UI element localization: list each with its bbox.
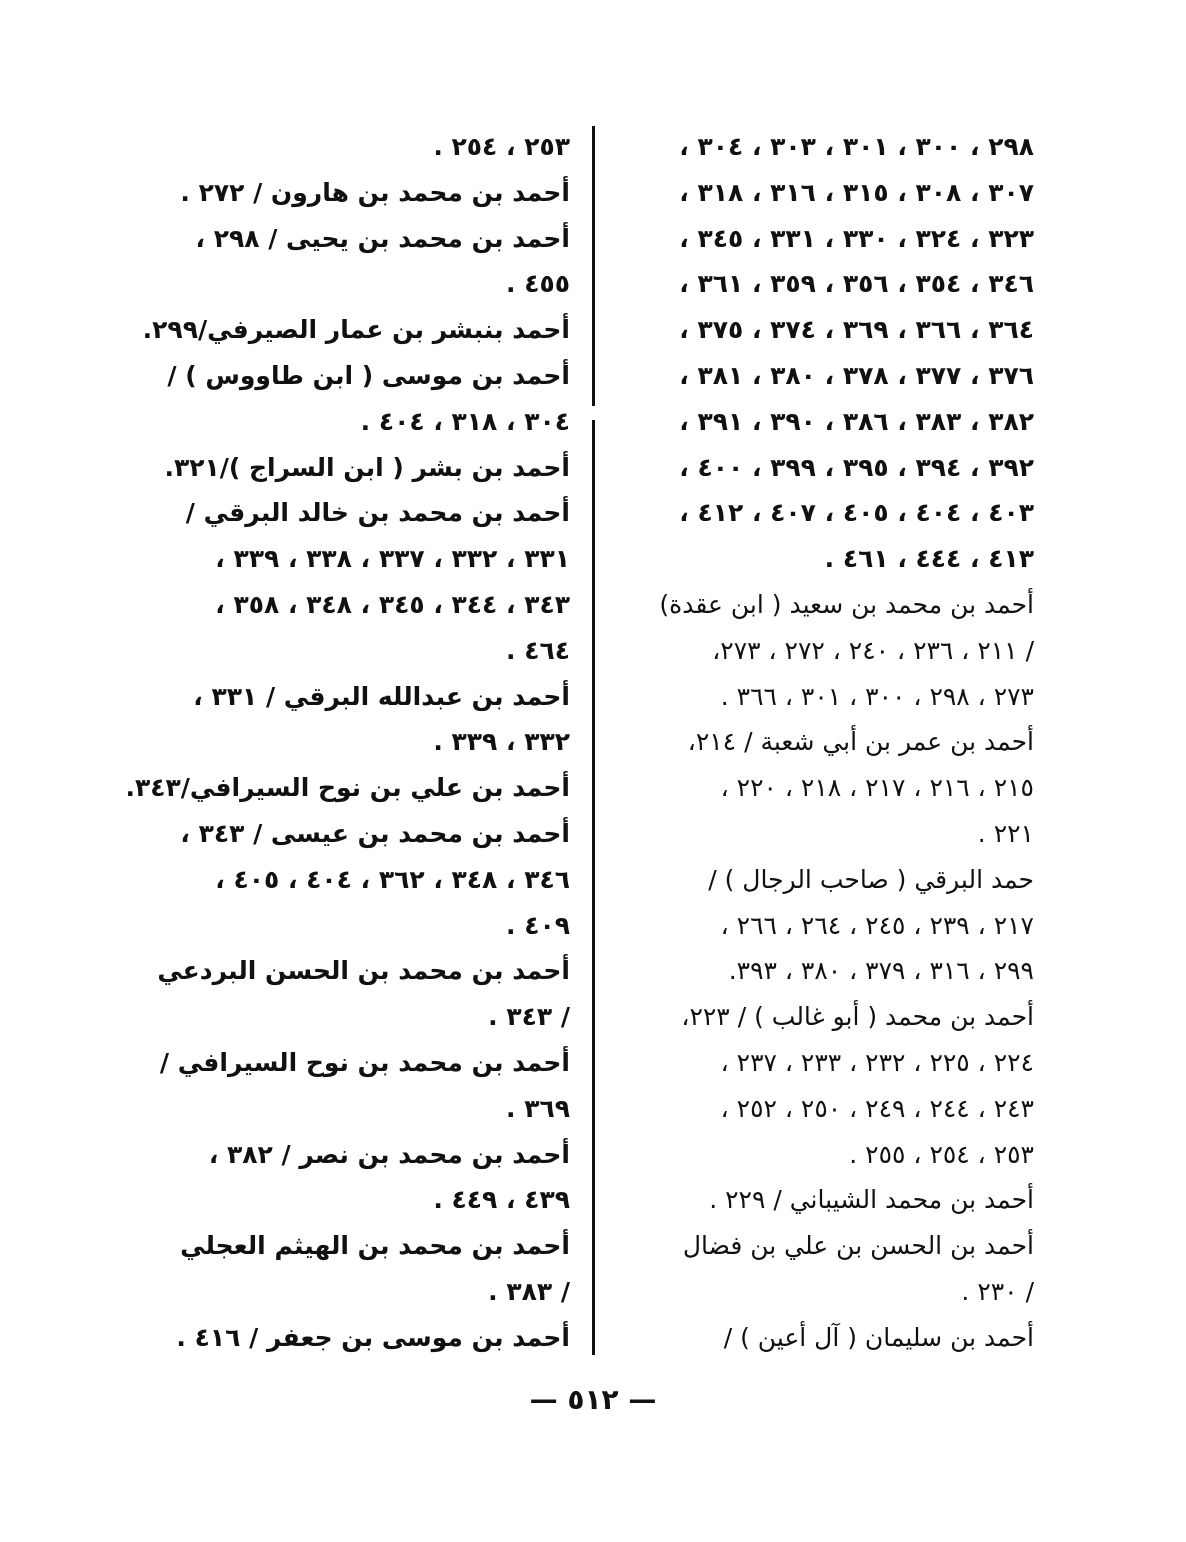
index-entry-heading: أحمد بن عمر بن أبي شعبة / ٢١٤، [687, 727, 1034, 757]
index-line: ٢٤٣ ، ٢٤٤ ، ٢٤٩ ، ٢٥٠ ، ٢٥٢ ، [720, 1093, 1034, 1123]
index-line: ٤٠٩ . [506, 910, 570, 940]
index-entry-heading: أحمد بن الحسن بن علي بن فضال [682, 1231, 1034, 1261]
index-line: ٤٥٥ . [506, 269, 570, 299]
index-entry-heading: أحمد بن سليمان ( آل أعين ) / [723, 1322, 1034, 1352]
right-column [610, 124, 1034, 1361]
index-line: ٢٧٣ ، ٢٩٨ ، ٣٠٠ ، ٣٠١ ، ٣٦٦ . [720, 681, 1034, 711]
index-entry-heading: أحمد بن محمد بن الهيثم العجلي [180, 1231, 570, 1261]
index-entry-heading: أحمد بن محمد ( أبو غالب ) / ٢٢٣، [681, 1002, 1034, 1032]
index-line: / ٣٨٣ . [488, 1276, 570, 1306]
index-entry-heading: أحمد بن محمد بن يحيى / ٢٩٨ ، [195, 223, 570, 253]
page-number: — ٥١٢ — [529, 1383, 657, 1416]
index-line: ٣٦٤ ، ٣٦٦ ، ٣٦٩ ، ٣٧٤ ، ٣٧٥ ، [679, 315, 1034, 345]
column-divider [592, 126, 595, 406]
index-line: ٢١٧ ، ٢٣٩ ، ٢٤٥ ، ٢٦٤ ، ٢٦٦ ، [720, 910, 1034, 940]
index-entry-heading: أحمد بن علي بن نوح السيرافي/٣٤٣. [125, 773, 570, 803]
index-line: ٣٩٢ ، ٣٩٤ ، ٣٩٥ ، ٣٩٩ ، ٤٠٠ ، [679, 452, 1034, 482]
left-column [125, 124, 570, 1361]
index-line: ٤٣٩ ، ٤٤٩ . [433, 1185, 570, 1215]
index-line: ٤٦٤ . [506, 635, 570, 665]
index-line: / ٣٤٣ . [488, 1002, 570, 1032]
index-entry-heading: حمد البرقي ( صاحب الرجال ) / [708, 864, 1034, 894]
index-entry-heading: أحمد بن محمد بن خالد البرقي / [185, 498, 570, 528]
index-line: ٢٢٤ ، ٢٢٥ ، ٢٣٢ ، ٢٣٣ ، ٢٣٧ ، [720, 1047, 1034, 1077]
index-entry-heading: أحمد بن محمد بن نصر / ٣٨٢ ، [208, 1139, 570, 1169]
index-entry-heading: أحمد بن عبدالله البرقي / ٣٣١ ، [193, 681, 570, 711]
index-line: ٣٦٩ . [506, 1093, 570, 1123]
index-line: ٤٠٣ ، ٤٠٤ ، ٤٠٥ ، ٤٠٧ ، ٤١٢ ، [679, 498, 1034, 528]
index-entry-heading: أحمد بنبشر بن عمار الصيرفي/٢٩٩. [142, 315, 570, 345]
index-line: / ٢١١ ، ٢٣٦ ، ٢٤٠ ، ٢٧٢ ، ٢٧٣، [712, 635, 1034, 665]
index-line: ٢٩٨ ، ٣٠٠ ، ٣٠١ ، ٣٠٣ ، ٣٠٤ ، [679, 132, 1034, 161]
index-line: ٣٠٧ ، ٣٠٨ ، ٣١٥ ، ٣١٦ ، ٣١٨ ، [679, 177, 1034, 207]
index-line: ٣٤٣ ، ٣٤٤ ، ٣٤٥ ، ٣٤٨ ، ٣٥٨ ، [215, 589, 570, 619]
index-entry-heading: أحمد بن محمد بن هارون / ٢٧٢ . [180, 177, 570, 207]
index-line: ٢٢١ . [977, 818, 1034, 848]
index-line: / ٢٣٠ . [961, 1276, 1034, 1306]
index-line: ٤١٣ ، ٤٤٤ ، ٤٦١ . [824, 544, 1034, 574]
index-entry-heading: أحمد بن موسى ( ابن طاووس ) / [167, 360, 570, 390]
index-entry-heading: أحمد بن موسى بن جعفر / ٤١٦ . [176, 1322, 570, 1352]
index-line: ٢٩٩ ، ٣١٦ ، ٣٧٩ ، ٣٨٠ ، ٣٩٣. [728, 956, 1034, 986]
index-line: ٢٥٣ ، ٢٥٤ ، ٢٥٥ . [849, 1139, 1034, 1169]
index-entry-heading: أحمد بن محمد بن الحسن البردعي [157, 956, 570, 986]
index-line: ٣٢٣ ، ٣٢٤ ، ٣٣٠ ، ٣٣١ ، ٣٤٥ ، [679, 223, 1034, 253]
index-line: ٣٣٢ ، ٣٣٩ . [433, 727, 570, 757]
index-line: ٣٧٦ ، ٣٧٧ ، ٣٧٨ ، ٣٨٠ ، ٣٨١ ، [679, 360, 1034, 390]
index-line: ٣٤٦ ، ٣٥٤ ، ٣٥٦ ، ٣٥٩ ، ٣٦١ ، [679, 269, 1034, 299]
index-line: ٣٣١ ، ٣٣٢ ، ٣٣٧ ، ٣٣٨ ، ٣٣٩ ، [215, 544, 570, 574]
index-entry-heading: أحمد بن محمد بن نوح السيرافي / [159, 1047, 570, 1077]
index-entry-heading: أحمد بن محمد الشيباني / ٢٢٩ . [709, 1185, 1034, 1215]
index-line: ٢١٥ ، ٢١٦ ، ٢١٧ ، ٢١٨ ، ٢٢٠ ، [720, 773, 1034, 803]
index-line: ٢٥٣ ، ٢٥٤ . [433, 132, 570, 161]
index-line: ٣٤٦ ، ٣٤٨ ، ٣٦٢ ، ٤٠٤ ، ٤٠٥ ، [215, 864, 570, 894]
index-entry-heading: أحمد بن محمد بن عيسى / ٣٤٣ ، [180, 818, 570, 848]
index-entry-heading: أحمد بن بشر ( ابن السراج )/٣٢١. [164, 452, 570, 482]
index-line: ٣٨٢ ، ٣٨٣ ، ٣٨٦ ، ٣٩٠ ، ٣٩١ ، [679, 406, 1034, 436]
index-line: ٣٠٤ ، ٣١٨ ، ٤٠٤ . [360, 406, 570, 436]
column-divider [592, 420, 595, 1355]
index-entry-heading: أحمد بن محمد بن سعيد ( ابن عقدة) [659, 589, 1034, 619]
